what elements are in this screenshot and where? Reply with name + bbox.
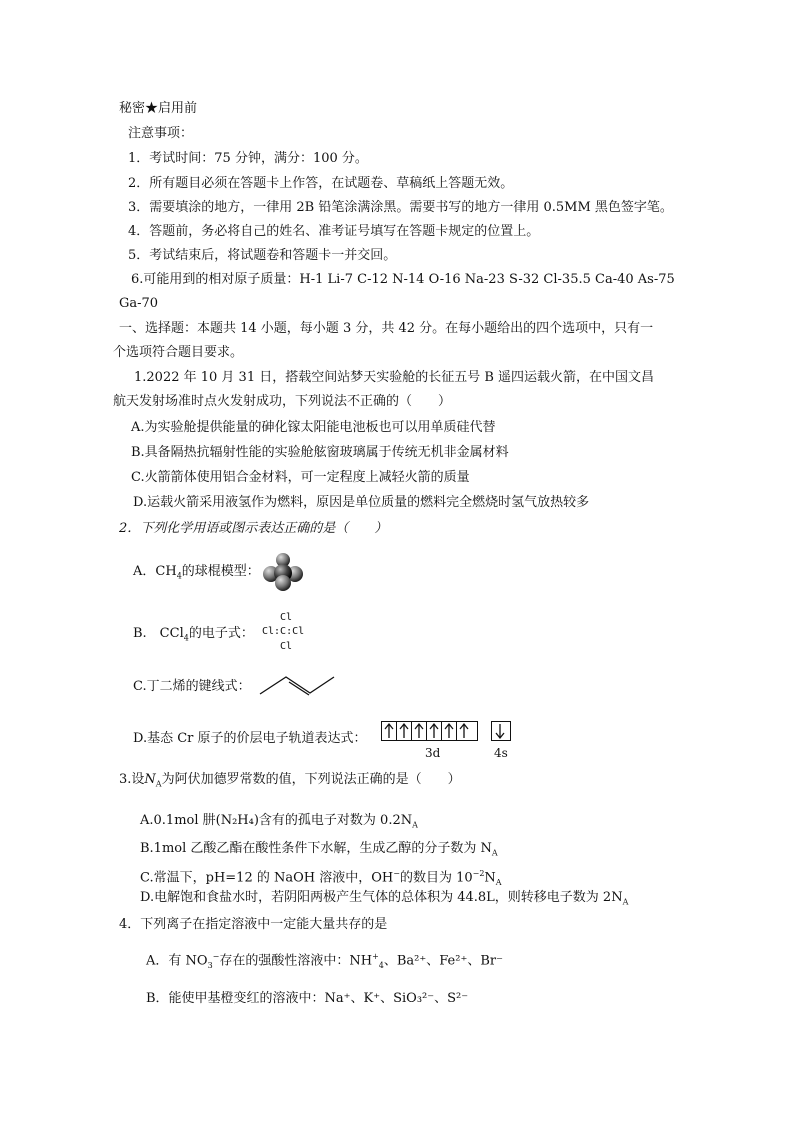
orbital-box-3d (381, 721, 478, 741)
q2-stem: 2．下列化学用语或图示表达正确的是（ ） (119, 521, 388, 536)
note-4: 4．答题前，务必将自己的姓名、准考证号填写在答题卡规定的位置上。 (128, 224, 540, 239)
q3-option-b: B.1mol 乙酸乙酯在酸性条件下水解，生成乙醇的分子数为 $N_A$ (140, 841, 498, 858)
butadiene-skeletal-structure (258, 673, 336, 697)
q1-option-c: C.火箭箭体使用铝合金材料，可一定程度上减轻火箭的质量 (131, 470, 470, 485)
secret-label: 秘密★启用前 (119, 101, 198, 116)
orbital-box-4s (491, 721, 511, 741)
q1-option-a: A.为实验舱提供能量的砷化镓太阳能电池板也可以用单质硅代替 (131, 420, 496, 435)
label-4s: 4s (494, 746, 508, 760)
note-2: 2．所有题目必须在答题卡上作答，在试题卷、草稿纸上答题无效。 (128, 176, 514, 191)
q1-stem-2: 航天发射场准时点火发射成功，下列说法不正确的（ ） (113, 394, 452, 409)
q1-stem-1: 1.2022 年 10 月 31 日，搭载空间站梦天实验舱的长征五号 B 遥四运载火箭，在中国文昌 (134, 370, 655, 385)
q2-option-a: A．$CH_4$的球棍模型： (133, 564, 260, 581)
q4-option-a: A．有 $NO_3^-$存在的强酸性溶液中：$NH^+_4$、Ba²⁺、Fe²⁺、Br⁻ (146, 952, 503, 970)
notice-title: 注意事项： (128, 126, 194, 141)
section-heading-1: 一、选择题：本题共 14 小题，每小题 3 分，共 42 分。在每小题给出的四个选项中，只有一 (119, 321, 654, 336)
note-6: 6.可能用到的相对原子质量：H-1 Li-7 C-12 N-14 O-16 Na-23 S-32 Cl-35.5 Ca-40 As-75 (131, 272, 675, 287)
q2-option-b: B. CCl$_4$的电子式： (133, 626, 254, 643)
q3-option-d: D.电解饱和食盐水时，若阴阳两极产生气体的总体积为 44.8L，则转移电子数为 $2N_A$ (140, 890, 629, 907)
note-5: 5．考试结束后，将试题卷和答题卡一并交回。 (128, 248, 397, 263)
note-1: 1．考试时间：75 分钟，满分：100 分。 (128, 151, 368, 166)
note-3: 3．需要填涂的地方，一律用 2B 铅笔涂满涂黑。需要书写的地方一律用 0.5MM 黑色签字笔。 (128, 200, 673, 215)
ccl4-lewis-middle: Cl:C:Cl (262, 626, 305, 637)
q3-option-c: C.常温下，pH=12 的 NaOH 溶液中，OH−的数目为 $10^{-2}N_A$ (140, 869, 502, 887)
section-heading-2: 个选项符合题目要求。 (113, 345, 244, 360)
q2-option-d: D.基态 Cr 原子的价层电子轨道表达式： (133, 731, 367, 746)
q3-stem: 3.设$N_A$为阿伏加德罗常数的值，下列说法正确的是（ ） (119, 772, 461, 789)
ccl4-lewis-top: Cl (280, 612, 293, 623)
q2-option-c: C.丁二烯的键线式： (133, 679, 251, 694)
q4-option-b: B．能使甲基橙变红的溶液中：Na⁺、K⁺、SiO₃²⁻、S²⁻ (146, 991, 469, 1006)
q1-option-d: D.运载火箭采用液氢作为燃料，原因是单位质量的燃料完全燃烧时氢气放热较多 (133, 495, 590, 510)
q4-stem: 4．下列离子在指定溶液中一定能大量共存的是 (119, 917, 388, 932)
label-3d: 3d (425, 746, 441, 760)
ccl4-lewis-bottom: Cl (280, 641, 293, 652)
q1-option-b: B.具备隔热抗辐射性能的实验舱舷窗玻璃属于传统无机非金属材料 (131, 445, 509, 460)
note-6-cont: Ga-70 (119, 296, 159, 311)
q3-option-a: A.0.1mol 肼(N₂H₄)含有的孤电子对数为 $0.2N_A$ (140, 813, 418, 830)
methane-ball-model-icon (262, 552, 304, 592)
